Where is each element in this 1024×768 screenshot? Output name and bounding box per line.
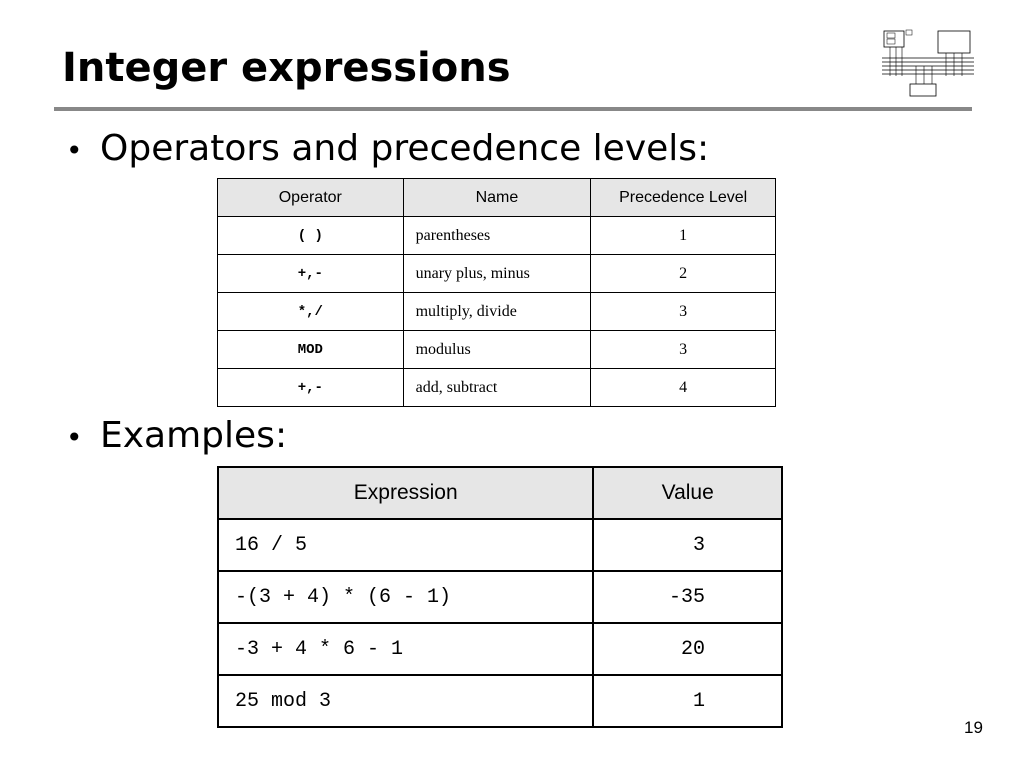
slide-title: Integer expressions [62, 45, 511, 91]
operator-cell: MOD [218, 331, 404, 369]
value-cell: -35 [593, 571, 782, 623]
level-cell: 3 [591, 293, 776, 331]
level-cell: 2 [591, 255, 776, 293]
expression-cell: -3 + 4 * 6 - 1 [218, 623, 593, 675]
bullet-dot: • [66, 421, 83, 454]
value-cell: 1 [593, 675, 782, 727]
title-divider [54, 107, 972, 111]
bullet-operators [66, 127, 709, 173]
column-header-value: Value [593, 467, 782, 519]
operators-table [217, 178, 776, 407]
bullet-text: Examples: [100, 415, 288, 456]
table-row [218, 369, 776, 407]
value-cell: 3 [593, 519, 782, 571]
table-row [218, 217, 776, 255]
operator-cell: *,/ [218, 293, 404, 331]
level-cell: 3 [591, 331, 776, 369]
table-row [218, 675, 782, 727]
bullet-text: Operators and precedence levels: [100, 128, 710, 169]
table-row [218, 571, 782, 623]
name-cell: add, subtract [403, 369, 591, 407]
table-row [218, 519, 782, 571]
name-cell: multiply, divide [403, 293, 591, 331]
table-header-row [218, 179, 776, 217]
expression-cell: 16 / 5 [218, 519, 593, 571]
table-row [218, 255, 776, 293]
expression-cell: -(3 + 4) * (6 - 1) [218, 571, 593, 623]
column-header-name: Name [403, 179, 591, 217]
name-cell: parentheses [403, 217, 591, 255]
computer-architecture-diagram-icon [880, 28, 976, 98]
table-row [218, 623, 782, 675]
column-header-expression: Expression [218, 467, 593, 519]
bullet-examples [66, 414, 287, 460]
level-cell: 1 [591, 217, 776, 255]
column-header-operator: Operator [218, 179, 404, 217]
expression-cell: 25 mod 3 [218, 675, 593, 727]
examples-table [217, 466, 783, 728]
bullet-dot: • [66, 134, 83, 167]
operator-cell: ( ) [218, 217, 404, 255]
operator-cell: +,- [218, 369, 404, 407]
value-cell: 20 [593, 623, 782, 675]
table-row [218, 331, 776, 369]
column-header-precedence: Precedence Level [591, 179, 776, 217]
page-number: 19 [964, 718, 983, 737]
name-cell: unary plus, minus [403, 255, 591, 293]
level-cell: 4 [591, 369, 776, 407]
operator-cell: +,- [218, 255, 404, 293]
table-header-row [218, 467, 782, 519]
table-row [218, 293, 776, 331]
name-cell: modulus [403, 331, 591, 369]
